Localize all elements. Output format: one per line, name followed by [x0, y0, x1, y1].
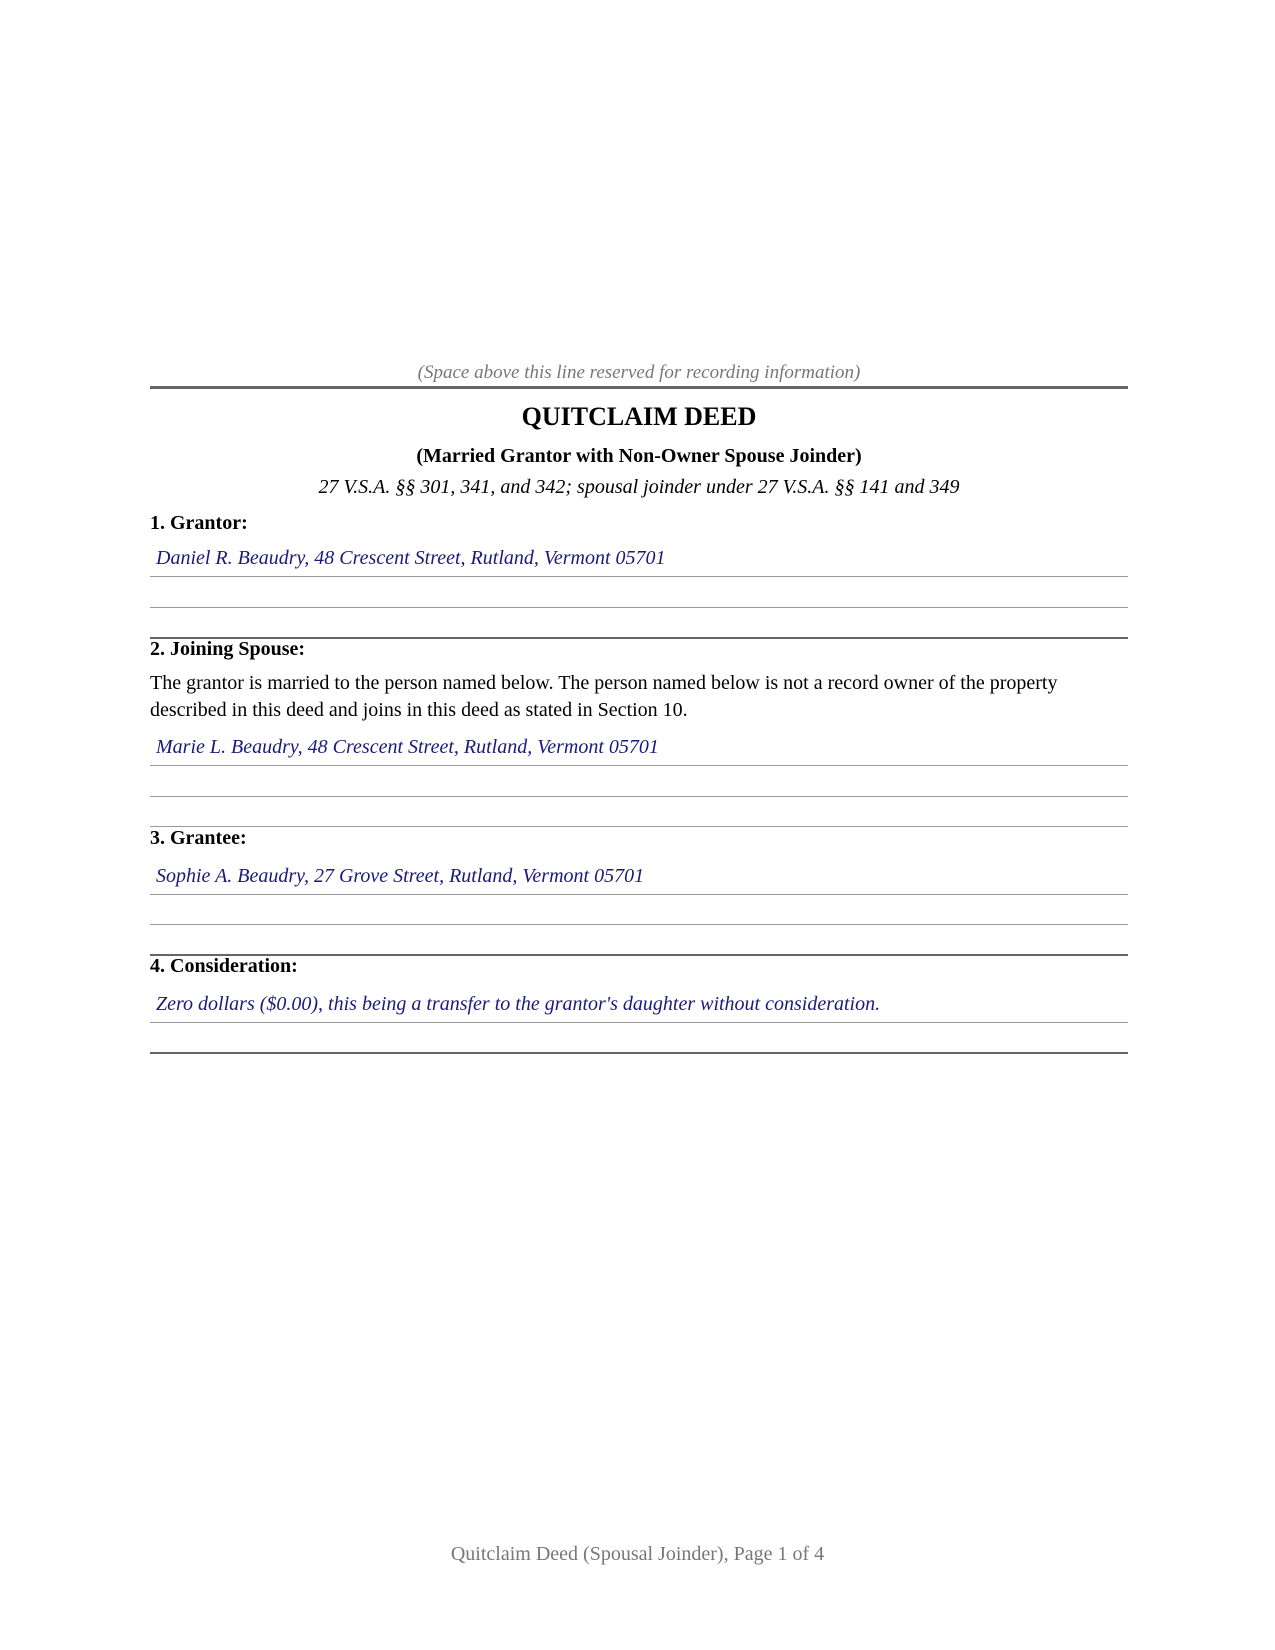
grantor-heading: 1. Grantor:: [150, 512, 248, 534]
statute-citation: 27 V.S.A. §§ 301, 341, and 342; spousal joinder under 27 V.S.A. §§ 141 and 349: [318, 476, 960, 498]
document-subtitle: (Married Grantor with Non-Owner Spouse Joinder): [416, 445, 862, 467]
consideration-heading: 4. Consideration:: [150, 955, 298, 977]
consideration-line-2: [150, 1052, 1128, 1054]
grantee-line-1: [150, 894, 1128, 895]
recording-divider: [150, 386, 1128, 389]
grantor-line-2: [150, 607, 1128, 608]
joining-spouse-line-3: [150, 826, 1128, 827]
document-title: QUITCLAIM DEED: [521, 402, 757, 431]
joining-spouse-value: Marie L. Beaudry, 48 Crescent Street, Rutland, Vermont 05701: [156, 736, 659, 758]
consideration-value: Zero dollars ($0.00), this being a transfer to the grantor's daughter without consideration.: [156, 993, 881, 1015]
grantor-value: Daniel R. Beaudry, 48 Crescent Street, Rutland, Vermont 05701: [156, 547, 666, 569]
joining-spouse-heading: 2. Joining Spouse:: [150, 638, 306, 660]
joining-spouse-statement: The grantor is married to the person named below. The person named below is not a record owner of the property described in this deed and joins in this deed as stated in Section 10.: [150, 672, 1058, 721]
consideration-line-1: [150, 1022, 1128, 1023]
grantee-line-2: [150, 924, 1128, 925]
recording-space-note: (Space above this line reserved for recording information): [417, 362, 861, 383]
joining-spouse-line-2: [150, 796, 1128, 797]
grantor-line-1: [150, 576, 1128, 577]
page-footer: Quitclaim Deed (Spousal Joinder), Page 1 of 4: [450, 1543, 825, 1565]
grantee-heading: 3. Grantee:: [150, 827, 247, 849]
grantee-value: Sophie A. Beaudry, 27 Grove Street, Rutland, Vermont 05701: [156, 865, 645, 887]
joining-spouse-line-1: [150, 765, 1128, 766]
